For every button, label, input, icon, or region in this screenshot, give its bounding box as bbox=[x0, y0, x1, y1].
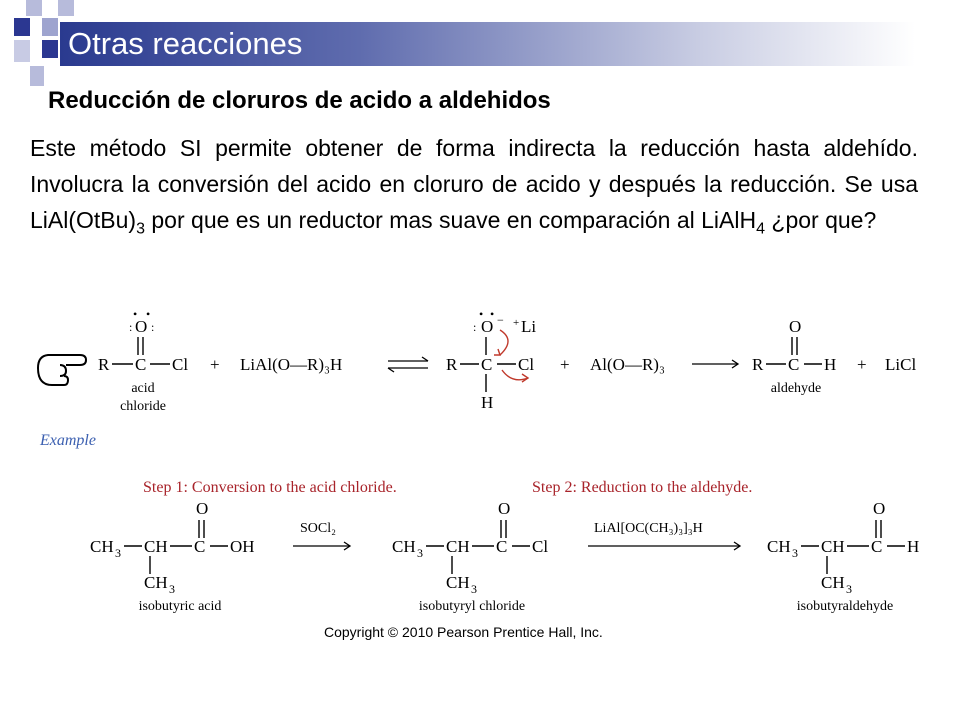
svg-text:3: 3 bbox=[846, 582, 852, 596]
isobutyryl-chloride-structure bbox=[392, 499, 548, 614]
svg-text:C: C bbox=[135, 355, 147, 374]
svg-text:CH: CH bbox=[821, 573, 845, 592]
svg-text:•: • bbox=[146, 307, 151, 321]
paragraph-sub1: 3 bbox=[136, 220, 145, 238]
svg-text:•: • bbox=[133, 307, 138, 321]
svg-text:CH: CH bbox=[446, 537, 470, 556]
svg-text:O: O bbox=[135, 317, 148, 336]
isobutyryl-chloride-label: isobutyryl chloride bbox=[418, 599, 526, 614]
reagent-lialh: LiAl(O—R)₃H bbox=[240, 355, 343, 374]
svg-text:OH: OH bbox=[230, 537, 255, 556]
electron-arrow-1 bbox=[500, 330, 508, 355]
svg-text:CH: CH bbox=[767, 537, 791, 556]
aldehyde-label: aldehyde bbox=[770, 381, 822, 396]
svg-text:Cl: Cl bbox=[518, 355, 535, 374]
socl2-reagent: SOCl₂ bbox=[300, 521, 337, 536]
lial-reagent: LiAl[OC(CH₃)₃]₃H bbox=[594, 521, 703, 536]
svg-text:Cl: Cl bbox=[172, 355, 189, 374]
svg-text:CH: CH bbox=[821, 537, 845, 556]
svg-text:CH: CH bbox=[144, 537, 168, 556]
paragraph-part1: Este método SI permite obtener de forma indirecta la reducción hasta aldehído. Involucra la conversión del acido en cloruro de acido y después la reducción. Se usa LiAl(OtBu) bbox=[30, 135, 918, 233]
svg-text:CH: CH bbox=[446, 573, 470, 592]
tetrahedral-intermediate bbox=[446, 307, 536, 412]
isobutyric-acid-structure bbox=[90, 499, 255, 614]
svg-text:O: O bbox=[498, 499, 511, 518]
reaction-arrow-1 bbox=[692, 360, 738, 368]
svg-text:O: O bbox=[481, 317, 494, 336]
byproduct-aluminate: Al(O—R)₃ bbox=[590, 355, 665, 374]
svg-text:Cl: Cl bbox=[532, 537, 549, 556]
svg-text:−: − bbox=[497, 313, 504, 327]
svg-text:+: + bbox=[513, 317, 520, 329]
pointing-hand-icon bbox=[38, 355, 86, 385]
paragraph-part2: por que es un reductor mas suave en comparación al LiAlH bbox=[145, 207, 757, 233]
svg-text:Li: Li bbox=[521, 317, 537, 336]
svg-text:H: H bbox=[907, 537, 920, 556]
svg-text:R: R bbox=[752, 355, 764, 374]
svg-text:3: 3 bbox=[471, 582, 477, 596]
plus-sign-2: + bbox=[560, 355, 570, 374]
page-title: Otras reacciones bbox=[68, 26, 303, 61]
paragraph-part3: ¿por que? bbox=[765, 207, 877, 233]
svg-text:CH: CH bbox=[392, 537, 416, 556]
step2-label: Step 2: Reduction to the aldehyde. bbox=[532, 479, 753, 496]
svg-text:O: O bbox=[196, 499, 209, 518]
reaction-arrow-3 bbox=[588, 521, 740, 550]
svg-text:3: 3 bbox=[115, 546, 121, 560]
svg-text:CH: CH bbox=[144, 573, 168, 592]
svg-text:3: 3 bbox=[792, 546, 798, 560]
example-label: Example bbox=[40, 432, 96, 449]
step1-label: Step 1: Conversion to the acid chloride. bbox=[143, 479, 397, 496]
svg-text:C: C bbox=[194, 537, 206, 556]
reaction-arrow-2 bbox=[293, 521, 350, 550]
svg-text::: : bbox=[151, 320, 155, 334]
svg-text:C: C bbox=[871, 537, 883, 556]
copyright-notice: Copyright © 2010 Pearson Prentice Hall, Inc. bbox=[324, 624, 603, 640]
equilibrium-arrow bbox=[388, 357, 428, 372]
svg-text:R: R bbox=[446, 355, 458, 374]
svg-text:O: O bbox=[873, 499, 886, 518]
svg-text:C: C bbox=[496, 537, 508, 556]
svg-text:O: O bbox=[789, 317, 802, 336]
isobutyraldehyde-label: isobutyraldehyde bbox=[796, 599, 894, 614]
svg-text:3: 3 bbox=[169, 582, 175, 596]
svg-text:•: • bbox=[490, 307, 495, 321]
svg-text:C: C bbox=[788, 355, 800, 374]
paragraph-sub2: 4 bbox=[756, 220, 766, 238]
slide-subtitle: Reducción de cloruros de acido a aldehidos bbox=[48, 87, 551, 114]
isobutyric-acid-label: isobutyric acid bbox=[138, 599, 222, 614]
acid-label: acid bbox=[131, 381, 155, 396]
svg-text:H: H bbox=[481, 393, 494, 412]
licl-product: LiCl bbox=[885, 355, 917, 374]
chloride-label: chloride bbox=[120, 399, 166, 414]
svg-text:H: H bbox=[824, 355, 837, 374]
svg-text:•: • bbox=[479, 307, 484, 321]
plus-sign-1: + bbox=[210, 355, 220, 374]
svg-text:3: 3 bbox=[417, 546, 423, 560]
isobutyraldehyde-structure bbox=[767, 499, 919, 614]
svg-text:R: R bbox=[98, 355, 110, 374]
svg-text:CH: CH bbox=[90, 537, 114, 556]
svg-text::: : bbox=[473, 320, 477, 334]
acid-chloride-structure bbox=[98, 307, 188, 414]
aldehyde-structure bbox=[752, 317, 836, 396]
svg-text::: : bbox=[129, 320, 133, 334]
svg-text:C: C bbox=[481, 355, 493, 374]
plus-sign-3: + bbox=[857, 355, 867, 374]
